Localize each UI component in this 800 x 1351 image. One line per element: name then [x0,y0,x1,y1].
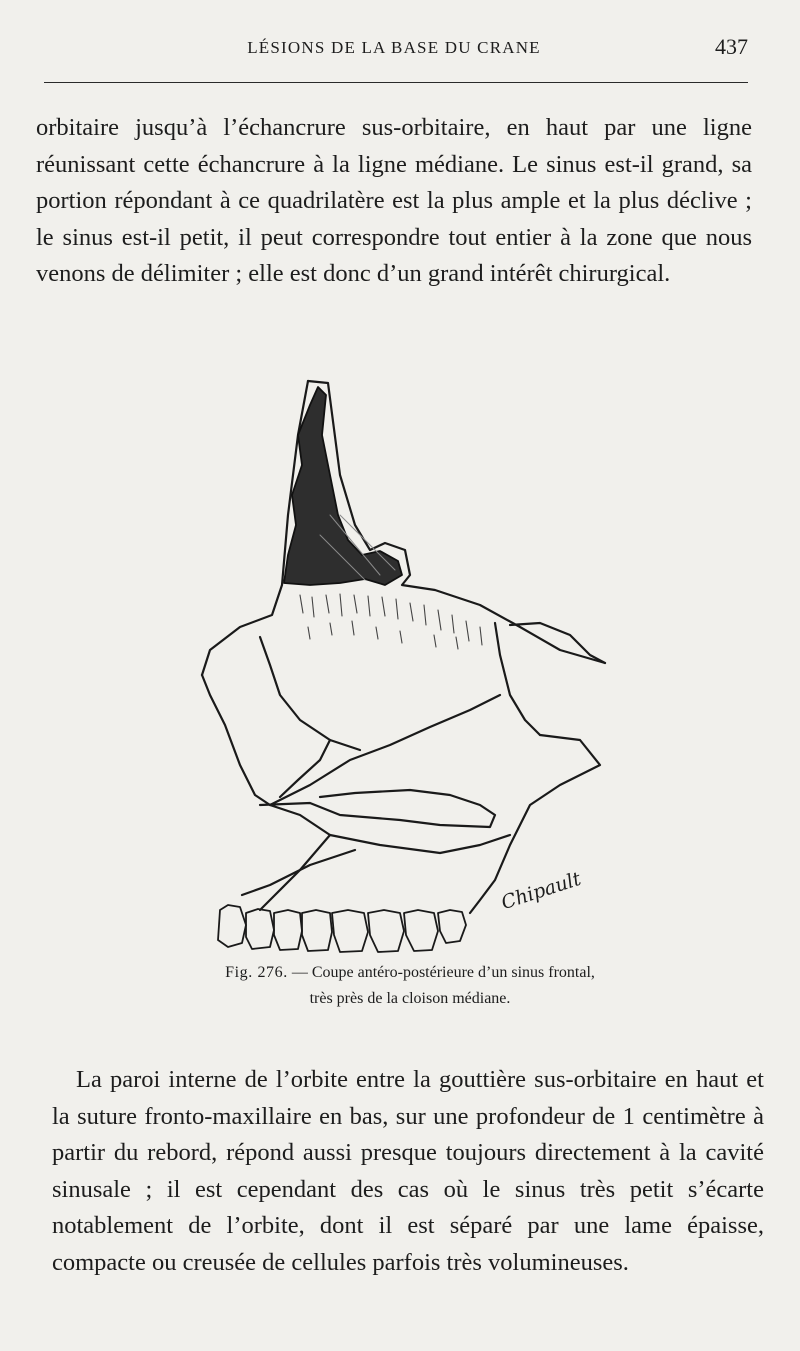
frontal-bone-outline [308,381,605,663]
caption-line-2: très près de la cloison médiane. [309,990,511,1007]
header-rule [44,82,748,83]
palate-lower [330,835,510,853]
hatching [300,594,482,649]
figure-caption [110,960,710,1012]
palate-plate [260,790,495,827]
orbit-inner [260,637,360,750]
page-number: 437 [715,34,748,59]
figure-label: Fig. 276. [225,964,288,981]
running-head: LÉSIONS DE LA BASE DU CRANE [247,38,541,57]
frontal-bone-front [202,381,308,675]
caption-line-1 [110,960,710,986]
ethmoid-line [495,623,540,735]
illustrator-signature: Chipault [498,867,584,915]
orbit-outline [202,675,270,805]
teeth [218,905,466,952]
page-header [38,34,750,64]
paragraph-2: La paroi interne de l’orbite entre la gouttière sus-orbitaire en haut et la suture fronto-maxillaire en bas, sur une profondeur de 1 centimètre à partir du rebord, répond aussi presque toujours directement à la cavité sinusale ; il est cependant des cas où le sinus très petit s’écarte notablement de l’orbite, dont il est séparé par une lame épaisse, compacte ou creusée de cellules parfois très volumineuses. [52,1066,764,1276]
skull-section-illustration [180,365,620,955]
caption-text-1: — Coupe antéro-postérieure d’un sinus frontal, [287,964,595,981]
maxilla-diagonal [270,695,500,805]
paragraph-1: orbitaire jusqu’à l’échancrure sus-orbitaire, en haut par une ligne réunissant cette échancrure à la ligne médiane. Le sinus est-il grand, sa portion répondant à ce quadrilatère est la plus ample et la plus déclive ; le sinus est-il petit, il peut correspondre tout entier à la zone que nous venons de délimiter ; elle est donc d’un grand intérêt chirurgical. [36,114,752,287]
maxilla-body [260,805,330,910]
